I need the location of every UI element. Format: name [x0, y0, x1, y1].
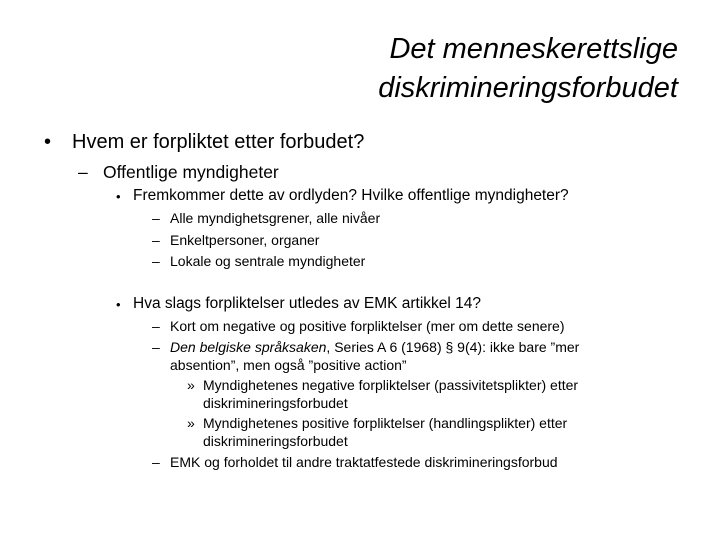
bullet-public-authorities: Offentlige myndigheter	[103, 162, 279, 182]
bullet-marker: •	[44, 131, 52, 153]
bullet-negative-positive: Kort om negative og positive forpliktelser (mer om dette senere)	[170, 318, 565, 334]
dash-marker: –	[78, 162, 88, 182]
raquo-marker: »	[187, 415, 195, 431]
dash-marker: –	[152, 253, 160, 269]
raquo-marker: »	[187, 377, 195, 393]
bullet-negative-obligations: Myndighetenes negative forpliktelser (passivitetsplikter) etter	[203, 377, 579, 393]
case-name: Den belgiske språksaken	[170, 339, 327, 355]
case-citation: , Series A 6 (1968) § 9(4): ikke bare ”mer	[326, 339, 580, 355]
dash-marker: –	[152, 232, 160, 248]
bullet-belgian-case	[170, 339, 579, 355]
bullet-marker: •	[116, 297, 121, 312]
bullet-other-treaties: EMK og forholdet til andre traktatfestede diskrimineringsforbud	[170, 454, 558, 470]
slide-title-line1: Det menneskerettslige	[389, 33, 678, 65]
bullet-all-branches: Alle myndighetsgrener, alle nivåer	[170, 210, 381, 226]
bullet-individuals-bodies: Enkeltpersoner, organer	[170, 232, 320, 248]
bullet-local-central: Lokale og sentrale myndigheter	[170, 253, 366, 269]
dash-marker: –	[152, 339, 160, 355]
dash-marker: –	[152, 454, 160, 470]
slide-title-line2: diskrimineringsforbudet	[378, 72, 678, 104]
bullet-positive-obligations-cont: diskrimineringsforbudet	[203, 433, 348, 449]
bullet-marker: •	[116, 189, 121, 204]
bullet-who-is-bound: Hvem er forpliktet etter forbudet?	[72, 131, 365, 153]
bullet-wording-question: Fremkommer dette av ordlyden? Hvilke offentlige myndigheter?	[133, 187, 569, 204]
slide-title	[378, 30, 678, 108]
bullet-obligations-article14: Hva slags forpliktelser utledes av EMK artikkel 14?	[133, 295, 482, 312]
dash-marker: –	[152, 210, 160, 226]
dash-marker: –	[152, 318, 160, 334]
bullet-positive-obligations: Myndighetenes positive forpliktelser (handlingsplikter) etter	[203, 415, 568, 431]
bullet-negative-obligations-cont: diskrimineringsforbudet	[203, 395, 348, 411]
bullet-belgian-case-cont: absention”, men også ”positive action”	[170, 357, 407, 373]
